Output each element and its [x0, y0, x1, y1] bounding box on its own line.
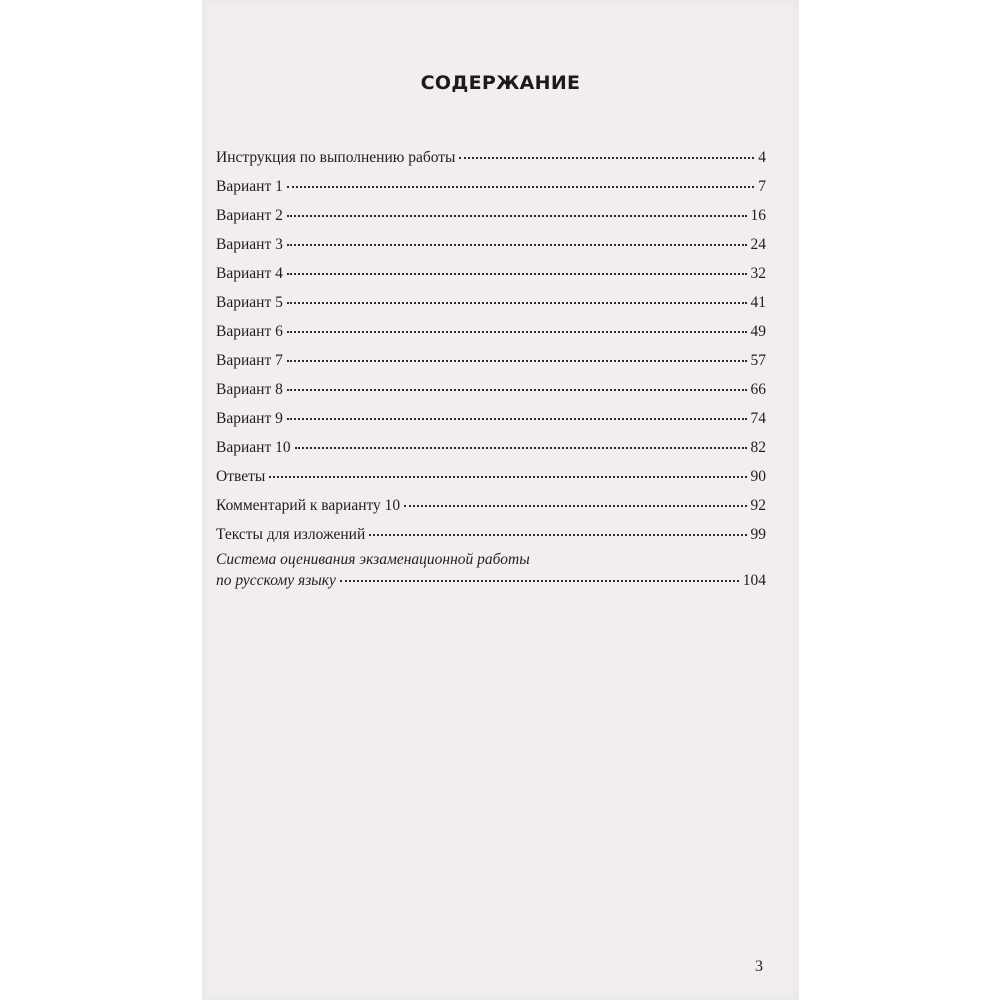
table-of-contents [216, 150, 766, 597]
dot-leader [287, 215, 747, 217]
toc-entry-page: 90 [750, 468, 766, 485]
toc-entry-label: Вариант 2 [216, 207, 283, 224]
dot-leader [287, 186, 754, 188]
toc-entry-page: 99 [750, 526, 766, 543]
toc-entry-page: 16 [750, 207, 766, 224]
toc-entry-page: 24 [750, 236, 766, 253]
toc-entry-variant-10 [216, 440, 766, 469]
toc-entry-variant-7 [216, 353, 766, 382]
page-title: СОДЕРЖАНИЕ [420, 72, 581, 94]
dot-leader [369, 534, 746, 536]
toc-entry-label: Вариант 10 [216, 439, 291, 456]
toc-entry-variant-6 [216, 324, 766, 353]
toc-entry-label: Вариант 8 [216, 381, 283, 398]
dot-leader [287, 331, 747, 333]
toc-entry-page: 74 [750, 410, 766, 427]
toc-entry-label-line1: Система оценивания экзаменационной работы [216, 551, 530, 568]
toc-entry-label: Комментарий к варианту 10 [216, 497, 401, 514]
dot-leader [287, 360, 747, 362]
toc-entry-label: Вариант 4 [216, 265, 283, 282]
toc-entry-commentary [216, 498, 766, 527]
toc-entry-variant-5 [216, 295, 766, 324]
dot-leader [269, 476, 746, 478]
toc-entry-label: Вариант 9 [216, 410, 283, 427]
toc-entry-page: 49 [750, 323, 766, 340]
toc-entry-variant-9 [216, 411, 766, 440]
toc-entry-label-line2: по русскому языку [216, 572, 336, 589]
toc-entry-page: 7 [758, 178, 766, 195]
toc-entry-label: Вариант 6 [216, 323, 283, 340]
toc-entry-variant-3 [216, 237, 766, 266]
dot-leader [295, 447, 747, 449]
toc-entry-page: 57 [750, 352, 766, 369]
toc-entry-page: 66 [750, 381, 766, 398]
toc-entry-label: Тексты для изложений [216, 526, 366, 543]
dot-leader [404, 505, 746, 507]
dot-leader [287, 302, 747, 304]
toc-entry-page: 41 [750, 294, 766, 311]
toc-entry-label: Инструкция по выполнению работы [216, 149, 456, 166]
toc-entry-page: 32 [750, 265, 766, 282]
toc-entry-page: 104 [742, 572, 766, 589]
toc-entry-page: 82 [750, 439, 766, 456]
dot-leader [287, 273, 747, 275]
toc-entry-answers [216, 469, 766, 498]
toc-entry-label: Ответы [216, 468, 266, 485]
toc-entry-page: 4 [758, 149, 766, 166]
dot-leader [287, 418, 747, 420]
toc-entry-label: Вариант 7 [216, 352, 283, 369]
toc-entry-label: Вариант 3 [216, 236, 283, 253]
toc-entry-variant-8 [216, 382, 766, 411]
dot-leader [340, 580, 739, 582]
dot-leader [287, 244, 747, 246]
dot-leader [459, 157, 754, 159]
toc-entry-variant-2 [216, 208, 766, 237]
toc-entry-page: 92 [750, 497, 766, 514]
toc-entry-label: Вариант 5 [216, 294, 283, 311]
page-number: 3 [755, 958, 763, 975]
book-page [202, 0, 799, 1000]
dot-leader [287, 389, 747, 391]
toc-entry-variant-4 [216, 266, 766, 295]
toc-entry-assessment-line2 [216, 573, 766, 597]
toc-entry-label: Вариант 1 [216, 178, 283, 195]
toc-entry-assessment [216, 552, 766, 597]
toc-entry-instructions [216, 150, 766, 179]
toc-entry-variant-1 [216, 179, 766, 208]
